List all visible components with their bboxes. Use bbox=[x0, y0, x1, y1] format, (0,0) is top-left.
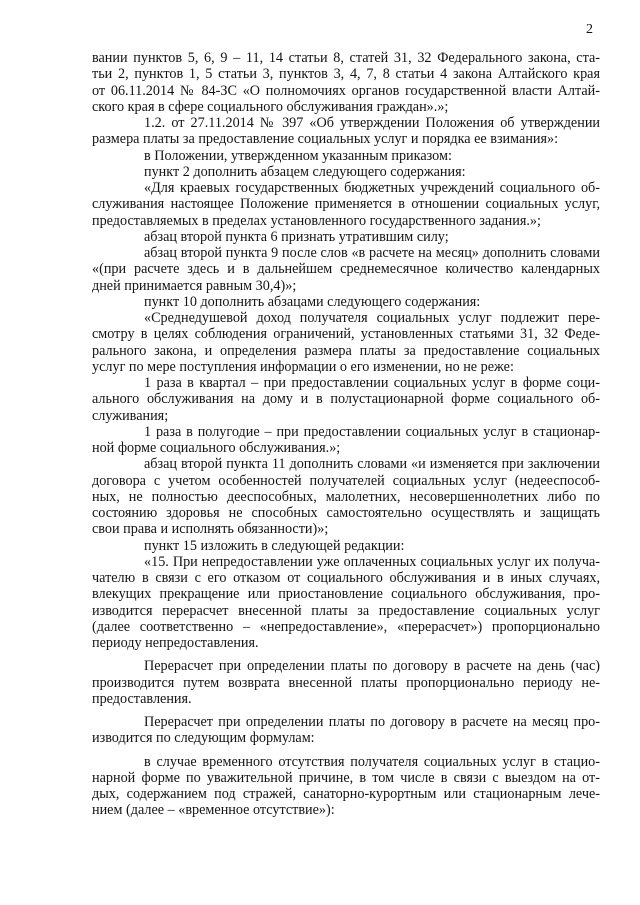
page-number: 2 bbox=[586, 22, 593, 37]
text-line: «(при расчете здесь и в дальнейшем среднемесячное количество календарных bbox=[92, 261, 600, 278]
text-line: ной форме социального обслуживания.»; bbox=[92, 440, 341, 456]
text-line: ального обслуживания на дому и в полустационарной форме социального об- bbox=[92, 391, 600, 408]
text-line: служивания настоящее Положение применяется в отношении социальных услуг, bbox=[92, 196, 600, 213]
text-line: от 06.11.2014 № 84-ЗС «О полномочиях органов государственной власти Алтай- bbox=[92, 82, 600, 99]
text-line: состоянию здоровья не способных самостоятельно осуществлять и защищать bbox=[92, 505, 600, 521]
text-line: 1 раза в полугодие – при предоставлении социальных услуг в стационар- bbox=[144, 423, 600, 440]
text-line: ского края в сфере социального обслуживания граждан».»; bbox=[92, 98, 449, 115]
text-line: нием (далее – «временное отсутствие»): bbox=[92, 802, 335, 819]
text-line: пункт 15 изложить в следующей редакции: bbox=[144, 537, 405, 554]
text-line: «Среднедушевой доход получателя социальных услуг подлежит пере- bbox=[144, 310, 600, 326]
text-line: производится путем возврата внесенной платы пропорционально периоду не- bbox=[92, 674, 600, 691]
text-line: изводится перерасчет внесенной платы за предоставление социальных услуг bbox=[92, 602, 600, 619]
text-line: абзац второй пункта 9 после слов «в расчете на месяц» дополнить словами bbox=[144, 245, 600, 261]
text-line: размера платы за предоставление социальных услуг и порядка ее взимания»: bbox=[92, 131, 559, 148]
text-line: влекущих прекращение или приостановление социального обслуживания, про- bbox=[92, 586, 600, 603]
text-line: 1 раза в квартал – при предоставлении социальных услуг в форме соци- bbox=[144, 375, 600, 391]
text-line: «15. При непредоставлении уже оплаченных социальных услуг их получа- bbox=[144, 553, 600, 570]
text-line: вании пунктов 5, 6, 9 – 11, 14 статьи 8, статей 31, 32 Федерального закона, ста- bbox=[92, 50, 600, 66]
text-line: в случае временного отсутствия получателя социальных услуг в стацио- bbox=[144, 753, 600, 770]
text-line: договора с учетом особенностей получателей социальных услуг (недееспособ- bbox=[92, 472, 600, 489]
text-line: предоставляемых в пределах установленного государственного задания.»; bbox=[92, 212, 541, 229]
text-line: Перерасчет при определении платы по договору в расчете на день (час) bbox=[144, 658, 600, 675]
text-line: смотру в целях соблюдения ограничений, установленных статьями 31, 32 Феде- bbox=[92, 326, 600, 343]
text-line: нарной форме по уважительной причине, в том числе в связи с выездом на от- bbox=[92, 769, 600, 786]
text-line: периоду непредоставления. bbox=[92, 635, 259, 651]
text-line: свои права и исполнять обязанности)»; bbox=[92, 521, 329, 538]
text-line: дых, содержанием под стражей, санаторно-курортным или стационарным лече- bbox=[92, 786, 600, 802]
document-body-text bbox=[92, 50, 600, 819]
text-line: Перерасчет при определении платы по договору в расчете на месяц про- bbox=[144, 714, 600, 730]
text-line: предоставления. bbox=[92, 690, 192, 707]
text-line: служивания; bbox=[92, 407, 169, 424]
text-line: «Для краевых государственных бюджетных учреждений социального об- bbox=[144, 180, 600, 196]
text-line: чателю в связи с его отказом от социального обслуживания и в иных случаях, bbox=[92, 570, 600, 586]
text-line: (далее соответственно – «непредоставление», «перерасчет») пропорционально bbox=[92, 618, 600, 635]
text-line: дней принимается равным 30,4)»; bbox=[92, 277, 297, 294]
text-line: ных, не полностью дееспособных, малолетних, несовершеннолетних либо по bbox=[92, 488, 600, 505]
text-line: абзац второй пункта 11 дополнить словами «и изменяется при заключении bbox=[144, 456, 600, 473]
text-line: услуг по мере поступления информации о его изменении, но не реже: bbox=[92, 358, 514, 375]
text-line: 1.2. от 27.11.2014 № 397 «Об утверждении Положения об утверждении bbox=[144, 115, 600, 131]
text-line: пункт 10 дополнить абзацами следующего содержания: bbox=[144, 293, 481, 310]
text-line: рального закона, и определения размера платы за предоставление социальных bbox=[92, 342, 600, 359]
text-line: в Положении, утвержденном указанным приказом: bbox=[144, 147, 452, 164]
text-line: абзац второй пункта 6 признать утратившим силу; bbox=[144, 228, 449, 245]
text-line: изводится по следующим формулам: bbox=[92, 730, 315, 747]
text-line: пункт 2 дополнить абзацем следующего содержания: bbox=[144, 163, 466, 180]
text-line: тьи 2, пунктов 1, 5 статьи 3, пунктов 3, 4, 7, 8 статьи 4 закона Алтайского края bbox=[92, 66, 600, 83]
